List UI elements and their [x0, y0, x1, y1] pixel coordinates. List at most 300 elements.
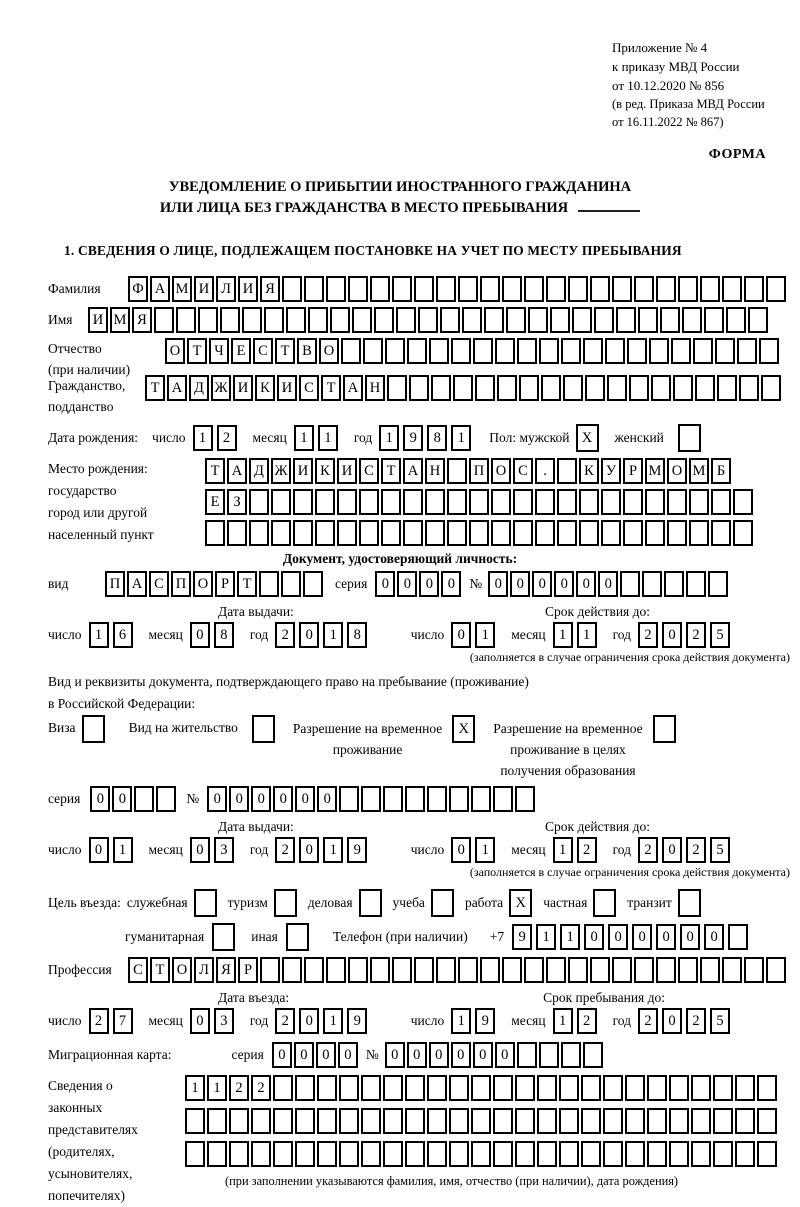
char-cell[interactable]: 0: [190, 622, 210, 648]
char-cell[interactable]: 6: [113, 622, 133, 648]
char-cell[interactable]: [715, 338, 735, 364]
entry-month[interactable]: [190, 1008, 238, 1034]
char-cell[interactable]: 8: [214, 622, 234, 648]
char-cell[interactable]: 0: [584, 924, 604, 950]
char-cell[interactable]: [295, 1141, 315, 1167]
char-cell[interactable]: О: [491, 458, 511, 484]
char-cell[interactable]: Д: [189, 375, 209, 401]
char-cell[interactable]: 2: [638, 622, 658, 648]
char-cell[interactable]: [185, 1108, 205, 1134]
char-cell[interactable]: [339, 1075, 359, 1101]
char-cell[interactable]: [396, 307, 416, 333]
char-cell[interactable]: Я: [260, 276, 280, 302]
temp-residence-checkbox[interactable]: [452, 715, 477, 743]
char-cell[interactable]: 0: [451, 837, 471, 863]
char-cell[interactable]: 0: [429, 1042, 449, 1068]
char-cell[interactable]: О: [667, 458, 687, 484]
char-cell[interactable]: [667, 489, 687, 515]
char-cell[interactable]: [198, 307, 218, 333]
purpose-tourism-checkbox[interactable]: [274, 889, 299, 917]
char-cell[interactable]: 1: [475, 837, 495, 863]
char-cell[interactable]: [436, 957, 456, 983]
char-cell[interactable]: 0: [299, 837, 319, 863]
char-cell[interactable]: [194, 889, 217, 917]
char-cell[interactable]: [451, 338, 471, 364]
char-cell[interactable]: П: [171, 571, 191, 597]
char-cell[interactable]: [264, 307, 284, 333]
char-cell[interactable]: [717, 375, 737, 401]
char-cell[interactable]: [431, 375, 451, 401]
doc-series-boxes[interactable]: [375, 571, 463, 597]
char-cell[interactable]: Ж: [271, 458, 291, 484]
char-cell[interactable]: [295, 1075, 315, 1101]
char-cell[interactable]: С: [128, 957, 148, 983]
char-cell[interactable]: 1: [113, 837, 133, 863]
purpose-other-checkbox[interactable]: [286, 923, 311, 951]
char-cell[interactable]: Т: [205, 458, 225, 484]
char-cell[interactable]: [513, 489, 533, 515]
char-cell[interactable]: [229, 1141, 249, 1167]
char-cell[interactable]: .: [535, 458, 555, 484]
char-cell[interactable]: О: [193, 571, 213, 597]
char-cell[interactable]: [229, 1108, 249, 1134]
purpose-business-checkbox[interactable]: [359, 889, 384, 917]
char-cell[interactable]: О: [319, 338, 339, 364]
char-cell[interactable]: [447, 489, 467, 515]
char-cell[interactable]: Я: [132, 307, 152, 333]
char-cell[interactable]: 0: [441, 571, 461, 597]
migration-number-boxes[interactable]: [385, 1042, 605, 1068]
char-cell[interactable]: [563, 375, 583, 401]
char-cell[interactable]: [546, 957, 566, 983]
char-cell[interactable]: Ч: [209, 338, 229, 364]
char-cell[interactable]: 0: [316, 1042, 336, 1068]
char-cell[interactable]: [649, 338, 669, 364]
char-cell[interactable]: 0: [451, 622, 471, 648]
char-cell[interactable]: И: [233, 375, 253, 401]
char-cell[interactable]: 1: [193, 425, 213, 451]
char-cell[interactable]: 0: [532, 571, 552, 597]
char-cell[interactable]: [757, 1141, 777, 1167]
char-cell[interactable]: [449, 1108, 469, 1134]
migration-series-boxes[interactable]: [272, 1042, 360, 1068]
char-cell[interactable]: [385, 338, 405, 364]
char-cell[interactable]: [381, 520, 401, 546]
char-cell[interactable]: [427, 786, 447, 812]
char-cell[interactable]: [559, 1141, 579, 1167]
char-cell[interactable]: [733, 489, 753, 515]
char-cell[interactable]: 1: [89, 622, 109, 648]
char-cell[interactable]: 0: [473, 1042, 493, 1068]
char-cell[interactable]: [447, 520, 467, 546]
char-cell[interactable]: [405, 1075, 425, 1101]
char-cell[interactable]: [387, 375, 407, 401]
doc-valid-month[interactable]: [553, 622, 601, 648]
char-cell[interactable]: [361, 1108, 381, 1134]
char-cell[interactable]: 0: [299, 1008, 319, 1034]
char-cell[interactable]: [517, 338, 537, 364]
char-cell[interactable]: [348, 957, 368, 983]
char-cell[interactable]: 1: [553, 622, 573, 648]
char-cell[interactable]: 2: [89, 1008, 109, 1034]
char-cell[interactable]: [462, 307, 482, 333]
char-cell[interactable]: [281, 571, 301, 597]
char-cell[interactable]: [282, 276, 302, 302]
char-cell[interactable]: [766, 957, 786, 983]
birth-year-boxes[interactable]: [379, 425, 475, 451]
char-cell[interactable]: [295, 1108, 315, 1134]
char-cell[interactable]: [515, 1075, 535, 1101]
char-cell[interactable]: [691, 1075, 711, 1101]
doc-issue-year[interactable]: [275, 622, 371, 648]
char-cell[interactable]: Д: [249, 458, 269, 484]
char-cell[interactable]: 3: [214, 1008, 234, 1034]
char-cell[interactable]: М: [645, 458, 665, 484]
char-cell[interactable]: 5: [710, 622, 730, 648]
char-cell[interactable]: Н: [365, 375, 385, 401]
char-cell[interactable]: [561, 1042, 581, 1068]
char-cell[interactable]: [493, 1108, 513, 1134]
char-cell[interactable]: М: [172, 276, 192, 302]
residence-valid-day[interactable]: [451, 837, 499, 863]
char-cell[interactable]: [480, 276, 500, 302]
char-cell[interactable]: Ф: [128, 276, 148, 302]
char-cell[interactable]: [251, 1108, 271, 1134]
char-cell[interactable]: 1: [451, 1008, 471, 1034]
char-cell[interactable]: [645, 489, 665, 515]
char-cell[interactable]: [700, 276, 720, 302]
char-cell[interactable]: [471, 1075, 491, 1101]
char-cell[interactable]: Я: [216, 957, 236, 983]
stay-month[interactable]: [553, 1008, 601, 1034]
char-cell[interactable]: Т: [150, 957, 170, 983]
char-cell[interactable]: [594, 307, 614, 333]
sex-female-checkbox[interactable]: [678, 424, 703, 452]
char-cell[interactable]: 0: [317, 786, 337, 812]
residence-issue-day[interactable]: [89, 837, 137, 863]
char-cell[interactable]: А: [127, 571, 147, 597]
char-cell[interactable]: 2: [577, 837, 597, 863]
char-cell[interactable]: [722, 276, 742, 302]
char-cell[interactable]: [392, 276, 412, 302]
char-cell[interactable]: [227, 520, 247, 546]
char-cell[interactable]: [735, 1108, 755, 1134]
char-cell[interactable]: [682, 307, 702, 333]
char-cell[interactable]: [326, 957, 346, 983]
char-cell[interactable]: [405, 1108, 425, 1134]
char-cell[interactable]: [669, 1108, 689, 1134]
char-cell[interactable]: [480, 957, 500, 983]
char-cell[interactable]: [581, 1075, 601, 1101]
char-cell[interactable]: 0: [90, 786, 110, 812]
char-cell[interactable]: 0: [632, 924, 652, 950]
char-cell[interactable]: [647, 1108, 667, 1134]
entry-year[interactable]: [275, 1008, 371, 1034]
char-cell[interactable]: К: [579, 458, 599, 484]
char-cell[interactable]: [625, 1108, 645, 1134]
char-cell[interactable]: К: [255, 375, 275, 401]
char-cell[interactable]: [407, 338, 427, 364]
char-cell[interactable]: 2: [275, 837, 295, 863]
char-cell[interactable]: М: [110, 307, 130, 333]
char-cell[interactable]: [308, 307, 328, 333]
char-cell[interactable]: [317, 1075, 337, 1101]
char-cell[interactable]: [678, 424, 701, 452]
temp-residence-edu-checkbox[interactable]: [653, 715, 678, 743]
char-cell[interactable]: [603, 1108, 623, 1134]
char-cell[interactable]: 0: [89, 837, 109, 863]
char-cell[interactable]: [212, 923, 235, 951]
char-cell[interactable]: К: [315, 458, 335, 484]
char-cell[interactable]: [341, 338, 361, 364]
char-cell[interactable]: 7: [113, 1008, 133, 1034]
char-cell[interactable]: [634, 276, 654, 302]
char-cell[interactable]: [502, 276, 522, 302]
char-cell[interactable]: [317, 1108, 337, 1134]
char-cell[interactable]: [361, 1075, 381, 1101]
char-cell[interactable]: [293, 520, 313, 546]
char-cell[interactable]: [634, 957, 654, 983]
char-cell[interactable]: [383, 1108, 403, 1134]
char-cell[interactable]: Н: [425, 458, 445, 484]
char-cell[interactable]: 1: [475, 622, 495, 648]
char-cell[interactable]: 2: [229, 1075, 249, 1101]
char-cell[interactable]: [315, 520, 335, 546]
char-cell[interactable]: [733, 520, 753, 546]
char-cell[interactable]: 1: [318, 425, 338, 451]
char-cell[interactable]: 1: [553, 1008, 573, 1034]
char-cell[interactable]: Б: [711, 458, 731, 484]
char-cell[interactable]: [176, 307, 196, 333]
char-cell[interactable]: [453, 375, 473, 401]
profession-boxes[interactable]: [128, 957, 788, 983]
char-cell[interactable]: [559, 1108, 579, 1134]
char-cell[interactable]: [539, 1042, 559, 1068]
char-cell[interactable]: [317, 1141, 337, 1167]
char-cell[interactable]: 0: [251, 786, 271, 812]
char-cell[interactable]: 0: [229, 786, 249, 812]
char-cell[interactable]: Т: [321, 375, 341, 401]
char-cell[interactable]: О: [172, 957, 192, 983]
char-cell[interactable]: [339, 786, 359, 812]
char-cell[interactable]: [491, 520, 511, 546]
char-cell[interactable]: [726, 307, 746, 333]
char-cell[interactable]: 0: [299, 622, 319, 648]
char-cell[interactable]: [260, 957, 280, 983]
char-cell[interactable]: Р: [238, 957, 258, 983]
char-cell[interactable]: X: [576, 424, 599, 452]
char-cell[interactable]: [392, 957, 412, 983]
char-cell[interactable]: [458, 276, 478, 302]
char-cell[interactable]: 5: [710, 1008, 730, 1034]
char-cell[interactable]: [337, 520, 357, 546]
char-cell[interactable]: Л: [216, 276, 236, 302]
char-cell[interactable]: [326, 276, 346, 302]
char-cell[interactable]: В: [297, 338, 317, 364]
char-cell[interactable]: [418, 307, 438, 333]
char-cell[interactable]: [513, 520, 533, 546]
birth-place-row2[interactable]: [205, 489, 755, 515]
char-cell[interactable]: [205, 520, 225, 546]
residence-number-boxes[interactable]: [207, 786, 537, 812]
char-cell[interactable]: [515, 1108, 535, 1134]
char-cell[interactable]: [656, 957, 676, 983]
char-cell[interactable]: [337, 489, 357, 515]
char-cell[interactable]: [403, 520, 423, 546]
char-cell[interactable]: [440, 307, 460, 333]
char-cell[interactable]: [590, 276, 610, 302]
char-cell[interactable]: [559, 1075, 579, 1101]
char-cell[interactable]: [273, 1141, 293, 1167]
char-cell[interactable]: [651, 375, 671, 401]
char-cell[interactable]: [541, 375, 561, 401]
char-cell[interactable]: [517, 1042, 537, 1068]
char-cell[interactable]: Т: [381, 458, 401, 484]
char-cell[interactable]: [761, 375, 781, 401]
char-cell[interactable]: [381, 489, 401, 515]
char-cell[interactable]: [568, 276, 588, 302]
char-cell[interactable]: [524, 957, 544, 983]
char-cell[interactable]: [506, 307, 526, 333]
char-cell[interactable]: [469, 520, 489, 546]
char-cell[interactable]: [669, 1141, 689, 1167]
char-cell[interactable]: [303, 571, 323, 597]
char-cell[interactable]: [471, 1141, 491, 1167]
char-cell[interactable]: 9: [347, 1008, 367, 1034]
char-cell[interactable]: 2: [638, 837, 658, 863]
char-cell[interactable]: 9: [475, 1008, 495, 1034]
char-cell[interactable]: [603, 1075, 623, 1101]
char-cell[interactable]: 2: [577, 1008, 597, 1034]
char-cell[interactable]: 0: [294, 1042, 314, 1068]
char-cell[interactable]: [249, 520, 269, 546]
char-cell[interactable]: [330, 307, 350, 333]
char-cell[interactable]: А: [343, 375, 363, 401]
phone-boxes[interactable]: [512, 924, 752, 950]
doc-issue-month[interactable]: [190, 622, 238, 648]
char-cell[interactable]: 1: [185, 1075, 205, 1101]
char-cell[interactable]: 0: [397, 571, 417, 597]
char-cell[interactable]: [359, 520, 379, 546]
char-cell[interactable]: [535, 520, 555, 546]
char-cell[interactable]: П: [469, 458, 489, 484]
char-cell[interactable]: Т: [237, 571, 257, 597]
char-cell[interactable]: [449, 786, 469, 812]
char-cell[interactable]: [425, 520, 445, 546]
char-cell[interactable]: 0: [338, 1042, 358, 1068]
char-cell[interactable]: [271, 520, 291, 546]
char-cell[interactable]: [403, 489, 423, 515]
char-cell[interactable]: 2: [638, 1008, 658, 1034]
char-cell[interactable]: [471, 786, 491, 812]
char-cell[interactable]: [739, 375, 759, 401]
char-cell[interactable]: [274, 889, 297, 917]
purpose-humanitarian-checkbox[interactable]: [212, 923, 237, 951]
char-cell[interactable]: [669, 1075, 689, 1101]
char-cell[interactable]: 1: [379, 425, 399, 451]
char-cell[interactable]: [557, 458, 577, 484]
char-cell[interactable]: [427, 1141, 447, 1167]
char-cell[interactable]: 0: [112, 786, 132, 812]
sex-male-checkbox[interactable]: [576, 424, 601, 452]
char-cell[interactable]: [473, 338, 493, 364]
char-cell[interactable]: [678, 957, 698, 983]
char-cell[interactable]: [581, 1108, 601, 1134]
char-cell[interactable]: [722, 957, 742, 983]
char-cell[interactable]: [603, 1141, 623, 1167]
char-cell[interactable]: [664, 571, 684, 597]
char-cell[interactable]: 1: [294, 425, 314, 451]
char-cell[interactable]: [744, 276, 764, 302]
legal-reps-row2[interactable]: [185, 1108, 779, 1134]
char-cell[interactable]: 0: [295, 786, 315, 812]
char-cell[interactable]: [515, 1141, 535, 1167]
char-cell[interactable]: 0: [190, 1008, 210, 1034]
char-cell[interactable]: С: [299, 375, 319, 401]
char-cell[interactable]: 0: [495, 1042, 515, 1068]
char-cell[interactable]: Т: [275, 338, 295, 364]
char-cell[interactable]: 8: [347, 622, 367, 648]
residence-issue-year[interactable]: [275, 837, 371, 863]
stay-year[interactable]: [638, 1008, 734, 1034]
char-cell[interactable]: 0: [576, 571, 596, 597]
char-cell[interactable]: 0: [608, 924, 628, 950]
char-cell[interactable]: [537, 1141, 557, 1167]
char-cell[interactable]: 1: [560, 924, 580, 950]
char-cell[interactable]: [134, 786, 154, 812]
doc-kind-boxes[interactable]: [105, 571, 325, 597]
char-cell[interactable]: [546, 276, 566, 302]
char-cell[interactable]: [414, 957, 434, 983]
char-cell[interactable]: [449, 1141, 469, 1167]
char-cell[interactable]: [524, 276, 544, 302]
char-cell[interactable]: [625, 1141, 645, 1167]
char-cell[interactable]: [339, 1108, 359, 1134]
char-cell[interactable]: 1: [207, 1075, 227, 1101]
given-name-boxes[interactable]: [88, 307, 770, 333]
char-cell[interactable]: [585, 375, 605, 401]
char-cell[interactable]: [185, 1141, 205, 1167]
char-cell[interactable]: [469, 489, 489, 515]
char-cell[interactable]: [502, 957, 522, 983]
char-cell[interactable]: [515, 786, 535, 812]
char-cell[interactable]: 9: [347, 837, 367, 863]
char-cell[interactable]: [579, 489, 599, 515]
char-cell[interactable]: X: [452, 715, 475, 743]
char-cell[interactable]: 0: [662, 837, 682, 863]
purpose-work-checkbox[interactable]: [509, 889, 534, 917]
char-cell[interactable]: [550, 307, 570, 333]
char-cell[interactable]: [689, 520, 709, 546]
char-cell[interactable]: [293, 489, 313, 515]
char-cell[interactable]: [561, 338, 581, 364]
char-cell[interactable]: У: [601, 458, 621, 484]
char-cell[interactable]: [363, 338, 383, 364]
purpose-study-checkbox[interactable]: [431, 889, 456, 917]
char-cell[interactable]: [431, 889, 454, 917]
char-cell[interactable]: [625, 1075, 645, 1101]
char-cell[interactable]: [579, 520, 599, 546]
char-cell[interactable]: 0: [704, 924, 724, 950]
char-cell[interactable]: И: [293, 458, 313, 484]
char-cell[interactable]: 2: [686, 837, 706, 863]
char-cell[interactable]: [286, 307, 306, 333]
char-cell[interactable]: [251, 1141, 271, 1167]
char-cell[interactable]: [660, 307, 680, 333]
char-cell[interactable]: 3: [214, 837, 234, 863]
char-cell[interactable]: [766, 276, 786, 302]
char-cell[interactable]: 0: [407, 1042, 427, 1068]
